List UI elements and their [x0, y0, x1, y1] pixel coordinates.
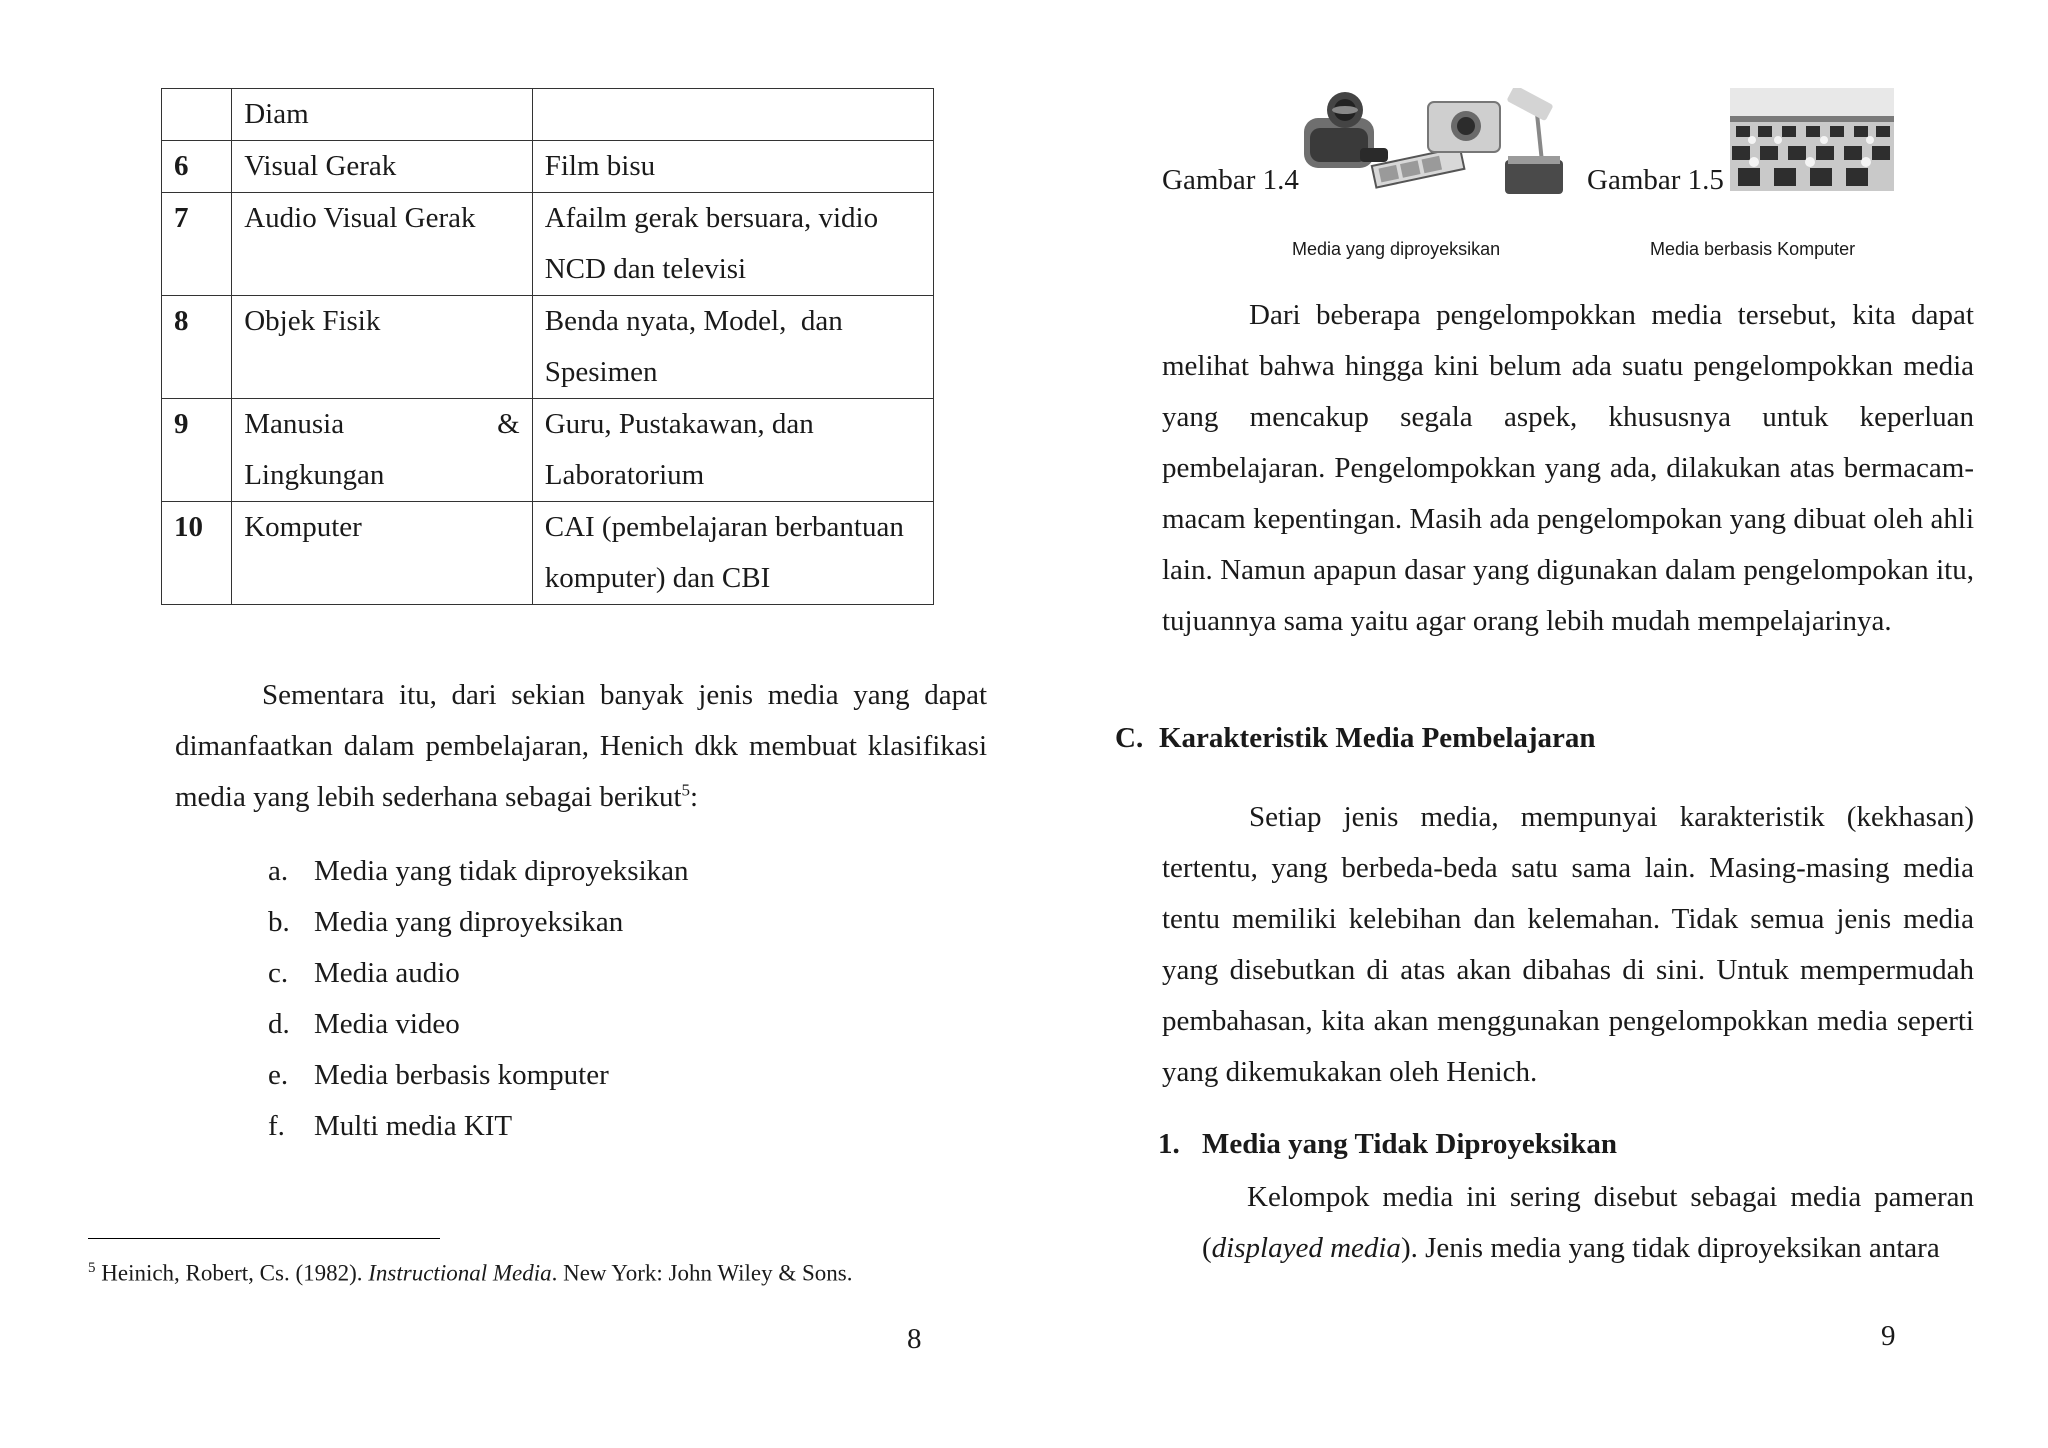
row-number — [162, 89, 232, 141]
row-category: Audio Visual Gerak — [232, 193, 533, 296]
grouping-paragraph: Dari beberapa pengelompokkan media tersebut, kita dapat melihat bahwa hingga kini belum ada suatu pengelompokkan media yang mencakup segala aspek, khususnya untuk keperluan pembelajaran. Pengelompokkan yang ada, dilakukan atas bermacam-macam kepentingan. Masih ada pengelompokan yang dibuat oleh ahli lain. Namun apapun dasar yang digunakan dalam pengelompokan itu, tujuannya sama yaitu agar orang lebih mudah mempelajarinya. — [1162, 299, 1974, 637]
displayed-media-paragraph: Kelompok media ini sering disebut sebagai media pameran (displayed media). Jenis media yang tidak diproyeksikan antara — [1202, 1181, 1974, 1264]
list-item: b. Media yang diproyeksikan — [268, 906, 624, 938]
media-type-list — [268, 846, 689, 1152]
list-item: a. Media yang tidak diproyeksikan — [268, 855, 689, 887]
figure-caption: Media berbasis Komputer — [1650, 239, 1856, 259]
row-examples: Afailm gerak bersuara, vidio NCD dan televisi — [532, 193, 933, 296]
footnote-ref[interactable]: 5 — [681, 780, 690, 800]
row-category: Komputer — [232, 502, 533, 605]
figure-label: Gambar 1.5 — [1587, 164, 1724, 196]
table-row — [162, 399, 934, 502]
row-examples: CAI (pembelajaran berbantuan komputer) dan CBI — [532, 502, 933, 605]
page-number: 8 — [907, 1323, 922, 1355]
footnote-divider — [88, 1238, 440, 1239]
projector-image — [1300, 88, 1570, 200]
row-number: 9 — [162, 399, 232, 502]
table-row — [162, 502, 934, 605]
row-number: 8 — [162, 296, 232, 399]
characteristics-paragraph: Setiap jenis media, mempunyai karakteristik (kekhasan) tertentu, yang berbeda-beda satu sama lain. Masing-masing media tentu memiliki kelebihan dan kelemahan. Tidak semua jenis media yang disebutkan di atas akan dibahas di sini. Untuk mempermudah pembahasan, kita akan menggunakan pengelompokkan media seperti yang dikemukakan oleh Henich. — [1162, 801, 1974, 1088]
list-item: f. Multi media KIT — [268, 1110, 513, 1142]
row-category: Diam — [232, 89, 533, 141]
section-heading: C. Karakteristik Media Pembelajaran — [1115, 722, 1596, 754]
row-number: 6 — [162, 141, 232, 193]
row-examples — [532, 89, 933, 141]
row-category: Visual Gerak — [232, 141, 533, 193]
figure-label: Gambar 1.4 — [1162, 164, 1299, 196]
row-examples: Guru, Pustakawan, dan Laboratorium — [532, 399, 933, 502]
page-number: 9 — [1881, 1320, 1896, 1352]
table-row — [162, 296, 934, 399]
computer-lab-image — [1730, 88, 1894, 191]
row-number: 7 — [162, 193, 232, 296]
row-examples: Film bisu — [532, 141, 933, 193]
row-category: Objek Fisik — [232, 296, 533, 399]
row-number: 10 — [162, 502, 232, 605]
subsection-heading: 1. Media yang Tidak Diproyeksikan — [1158, 1128, 1617, 1160]
table-row — [162, 89, 934, 141]
list-item: c. Media audio — [268, 957, 460, 989]
right-page — [1024, 0, 2048, 1448]
table-row — [162, 141, 934, 193]
table-row — [162, 193, 934, 296]
row-examples: Benda nyata, Model, dan Spesimen — [532, 296, 933, 399]
figure-caption: Media yang diproyeksikan — [1292, 239, 1501, 259]
classification-paragraph: Sementara itu, dari sekian banyak jenis media yang dapat dimanfaatkan dalam pembelajaran, Henich dkk membuat klasifikasi media yang lebih sederhana sebagai berikut$^5$: — [175, 679, 987, 813]
row-category: Manusia & Lingkungan — [232, 399, 533, 502]
footnote: $^5$ Heinich, Robert, Cs. (1982). Instructional Media. New York: John Wiley & Sons. — [88, 1260, 853, 1286]
media-classification-table — [161, 88, 934, 605]
list-item: e. Media berbasis komputer — [268, 1059, 609, 1091]
list-item: d. Media video — [268, 1008, 460, 1040]
